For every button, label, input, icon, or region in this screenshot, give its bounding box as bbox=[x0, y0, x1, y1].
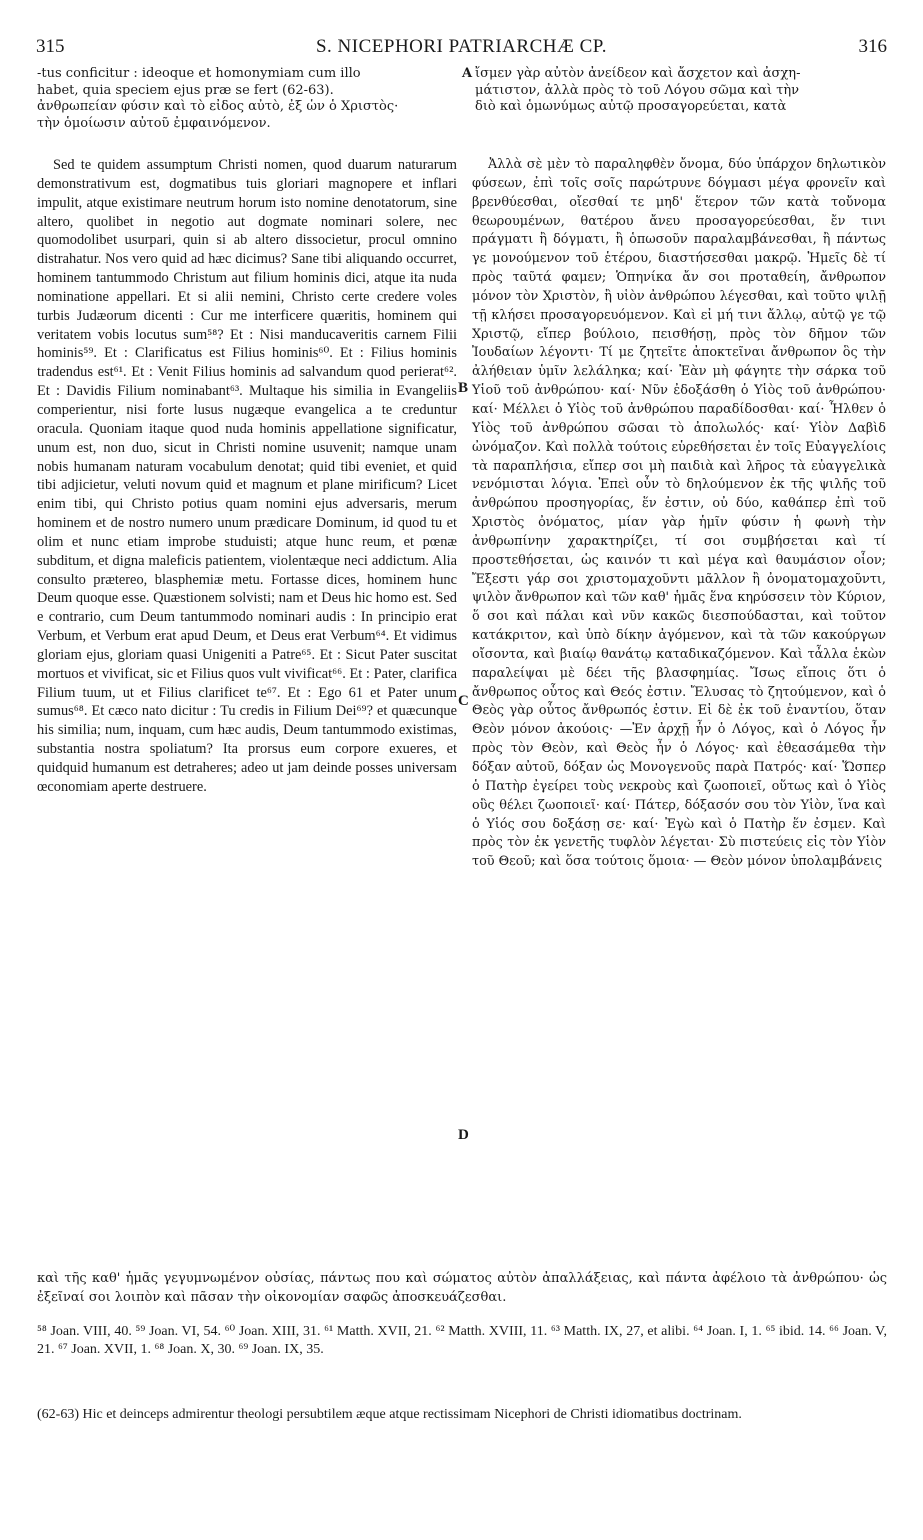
continuation-right bbox=[475, 116, 887, 133]
continuation-row bbox=[37, 116, 887, 133]
footnotes: ⁵⁸ Joan. VIII, 40. ⁵⁹ Joan. VI, 54. ⁶⁰ Joan. XIII, 31. ⁶¹ Matth. XVII, 21. ⁶² Matth. XVIII, 11. ⁶³ Matth. IX, 27, et alibi. ⁶⁴ Joan. I, 1. ⁶⁵ ibid. 14. ⁶⁶ Joan. V, 21. ⁶⁷ Joan. XVII, 1. ⁶⁸ Joan. X, 30. ⁶⁹ Joan. IX, 35. bbox=[37, 1324, 887, 1357]
page-number-right: 316 bbox=[858, 36, 887, 57]
greek-continuation: καὶ τῆς καθ' ἡμᾶς γεγυμνωμένον οὐσίας, πάντως που καὶ σώματος αὐτὸν ἀπαλλάξειας, καὶ πάντα ἀφέλοιο τὰ ἀνθρώπου· ὡς ἐξεῖναί σοι λοιπὸν καὶ πᾶσαν τὴν οἰκονομίαν σαφῶς ἀποσκευάζεσθαι. bbox=[37, 1271, 887, 1305]
latin-paragraph: Sed te quidem assumptum Christi nomen, quod duarum naturarum demonstrativum est, dogmatibus tuis gloriari magnopere et inflari impulit, atque existimare neutrum horum isto nomine denotatorum, sine altero, quolibet in negotio aut dogmate nominari solere, nec quomodolibet usurpari, quin si ab altero dissocietur, procul omnino distrahatur. Nos vero quid ad hæc dicimus? Sane tibi aliquando occurret, hominem tantummodo Christum aut filium hominis dici, atque ita nuda nominatione appellari. Et si alii nemini, Christo certe credere voles turbis Judæorum dicenti : Cur me interficere quæritis, hominem qui veritatem vobis locutus sum⁵⁸? Et : Nisi manducaveritis carnem Filii hominis⁵⁹. Et : Clarificatus est Filius hominis⁶⁰. Et : Filius hominis tradendus est⁶¹. Et : Venit Filius hominis ad salvandum quod perierat⁶². Et : Davidis Filium nominabant⁶³. Multaque his similia in Evangeliis comperientur, nisi forte lusus nugæque evangelica a te creduntur oracula. Quoniam itaque quod nuda hominis appellatione significatur, unum est, non duo, sicut in Christi nomine usuvenit; namque unam nobis humanam naturam vocabulum denotat; quid tibi eveniet, et quid tibi adjicietur, veluti novum quid et magnum et plane mirificum? Licet enim tibi, qui Christo potius quam nomini ejus adversaris, merum hominem et de nostro numero unum prædicare Dominum, id quod tu et olim et nunc etiam improbe studuisti; atque hunc reum, et pœnæ subditum, et digna maleficis patientem, violentæque neci addictum. Alia consulto prætereo, blasphemiæ metu. Fortasse dices, hominem hunc Deum quoque esse. Quæstionem solvisti; nam et Deus hic homo est. Sed e contrario, cum Deum tantummodo nominari audis : In principio erat Verbum, et Verbum erat apud Deum, et Deus erat Verbum⁶⁴. Et vidimus gloriam ejus, gloriam quasi Unigeniti a Patre⁶⁵. Et : Sicut Pater suscitat mortuos et vivificat, sic et Filius quos vult vivificat⁶⁶. Et : Pater, clarifica Filium tuum, ut et Filius clarificet te⁶⁷. Et : Ego 61 et Pater unum sumus⁶⁸. Et cæco nato dicitur : Tu credis in Filium Dei⁶⁹? et quæcunque his similia; num, inquam, cum hæc audis, Deum tantummodo existimas, substantia nostra spoliatum? Ita prorsus eum corpore exueres, et quidquid humanum est detraheres; adeo ut jam deinde posses universam œconomiam aperte destruere. bbox=[37, 157, 457, 795]
continuation-left: τὴν ὁμοίωσιν αὐτοῦ ἐμφαινόμενον. bbox=[37, 115, 271, 131]
footnote-divider bbox=[37, 1313, 887, 1314]
section-marker bbox=[459, 83, 475, 100]
section-marker bbox=[459, 99, 475, 116]
continuation-left: -tus conficitur : ideoque et homonymiam cum illo bbox=[37, 66, 361, 81]
running-header bbox=[36, 36, 887, 66]
section-marker bbox=[459, 116, 475, 133]
section-marker-c: C bbox=[458, 693, 469, 709]
continuation-right: ἴσμεν γὰρ αὐτὸν ἀνείδεον καὶ ἄσχετον καὶ ἀσχη- bbox=[475, 66, 801, 81]
running-title: S. NICEPHORI PATRIARCHÆ CP. bbox=[315, 36, 607, 57]
continuation-row bbox=[37, 83, 887, 100]
greek-paragraph: Ἀλλὰ σὲ μὲν τὸ παραληφθὲν ὄνομα, δύο ὑπάρχον δηλωτικὸν φύσεων, ἐπὶ τοῖς σοῖς παρώτρυνε δόγμασι μέγα φρονεῖν καὶ βρενθύεσθαι, οἴεσθαί τε μηδ' ἕτερον τῶν κατὰ τοὔνομα θεωρουμένων, θατέρου ἄνευ προσαγορεύεσθαι, ἔν τινι πράγματι ἢ δόγματι, ἢ ὁπωσοῦν παραλαμβάνεσθαι, ἢ πάντως γε μονούμενον τοῦ ἑτέρου, διαστήσεσθαι μακρῷ. Ἡμεῖς δὲ τί πρὸς ταῦτά φαμεν; Ὁπηνίκα ἄν σοι προταθείη, ἄνθρωπον μόνον τὸν Χριστὸν, ἢ υἱὸν ἀνθρώπου λέγεσθαι, καὶ τοῦτο ψιλῇ τῇ κλήσει προσαγορευόμενον. Καὶ εἰ μή τινι ἄλλῳ, αὐτῷ γε τῷ Χριστῷ, εἴπερ βούλοιο, πεισθήσῃ, πρὸς τὸν δῆμον τῶν Ἰουδαίων λέγοντι· Τί με ζητεῖτε ἀποκτεῖναι ἄνθρωπον ὃς τὴν ἀλήθειαν ὑμῖν λελάληκα; καί· Ἐὰν μὴ φάγητε τὴν σάρκα τοῦ Υἱοῦ τοῦ ἀνθρώπου· καί· Νῦν ἐδοξάσθη ὁ Υἱὸς τοῦ ἀνθρώπου· καί· Μέλλει ὁ Υἱὸς τοῦ ἀνθρώπου παραδίδοσθαι· καί· Ἦλθεν ὁ Υἱὸς τοῦ ἀνθρώπου σῶσαι τὸ ἀπολωλός· καί· Υἱὸν Δαβὶδ ὠνόμαζον. Καὶ πολλὰ τούτοις εὑρεθήσεται ἐν τοῖς Εὐαγγελίοις τὰ παραπλήσια, εἴπερ σοι μὴ παιδιὰ καὶ λῆρος τὰ εὐαγγελικὰ νενόμισται λόγια. Ἐπεὶ οὖν τὸ δηλούμενον ἐκ τῆς ψιλῆς τοῦ ἀνθρώπου προσηγορίας, ἕν ἐστιν, οὐ δύο, καθάπερ ἐπὶ τοῦ Χριστὸς ὀνόματος, μίαν γὰρ ἡμῖν φύσιν ἡ φωνὴ τὴν ἀνθρωπίνην χαρακτηρίζει, τί σοι συμβήσεται καὶ τί προστεθήσεται, ὡς καινόν τι καὶ μέγα καὶ θαυμάσιον οἷον; Ἔξεστι γάρ σοι χριστομαχοῦντι μᾶλλον ἢ ὀνοματομαχοῦντι, ψιλὸν ἄνθρωπον καὶ τῶν καθ' ἡμᾶς ἕνα κηρύσσειν τὸν Κύριον, ὅ σοι καὶ πάλαι καὶ νῦν κακῶς διεσπούδασται, καὶ τοῦτον κατάκριτον, καὶ ὑπὸ δίκην ἀγόμενον, καὶ τὰ τῶν κακούργων οἴσοντα, καὶ βιαίῳ θανάτῳ καταδικαζόμενον. Καὶ τἆλλα ἑκὼν παραλείψαι μὲ δέει τῆς βλασφημίας. Ἴσως εἴποις ὅτι ὁ ἄνθρωπος οὗτος καὶ Θεός ἐστιν. Ἔλυσας τὸ ζητούμενον, καὶ ὁ Θεὸς γὰρ οὗτος ἄνθρωπός ἐστιν. Εἰ δὲ ἐκ τοῦ ἐναντίου, ὅταν Θεὸν μόνον ἀκούοις· —Ἐν ἀρχῇ ἦν ὁ Λόγος, καὶ ὁ Λόγος ἦν πρὸς τὸν Θεὸν, καὶ Θεὸς ἦν ὁ Λόγος· καὶ ἐθεασάμεθα τὴν δόξαν αὐτοῦ, δόξαν ὡς Μονογενοῦς παρὰ Πατρός· καί· Ὥσπερ ὁ Πατὴρ ἐγείρει τοὺς νεκροὺς καὶ ζωοποιεῖ, οὕτως καὶ ὁ Υἱὸς οὓς θέλει ζωοποιεῖ· καί· Πάτερ, δόξασόν σου τὸν Υἱὸν, ἵνα καὶ ὁ Υἱός σου δοξάσῃ σε· καί· Ἐγὼ καὶ ὁ Πατὴρ ἕν ἐσμεν. Καὶ πρὸς τὸν ἐκ γενετῆς τυφλὸν λέγεται· Σὺ πιστεύεις εἰς τὸν Υἱὸν τοῦ Θεοῦ; καὶ ὅσα τούτοις ὅμοια· — Θεὸν μόνον ὑπολαμβάνεις bbox=[472, 157, 886, 870]
continuation-right: μάτιστον, ἀλλὰ πρὸς τὸ τοῦ Λόγου σῶμα καὶ τὴν bbox=[475, 82, 800, 98]
section-marker-a: A bbox=[461, 66, 473, 81]
continuation-block bbox=[37, 66, 887, 132]
continuation-row bbox=[37, 99, 887, 116]
continuation-right: διὸ καὶ ὁμωνύμως αὐτῷ προσαγορεύεται, κατὰ bbox=[475, 99, 787, 114]
editor-note: (62-63) Hic et deinceps admirentur theologi persubtilem æque atque rectissimam Nicephori de Christi idiomatibus doctrinam. bbox=[37, 1407, 742, 1422]
continuation-left: habet, quia speciem ejus præ se fert (62-63). bbox=[37, 82, 334, 98]
greek-column bbox=[472, 156, 886, 872]
continuation-row bbox=[37, 66, 887, 83]
continuation-left: ἀνθρωπείαν φύσιν καὶ τὸ εἶδος αὐτὸ, ἐξ ὧν ὁ Χριστὸς· bbox=[37, 99, 399, 114]
latin-column bbox=[37, 156, 457, 797]
section-marker-b: B bbox=[458, 380, 469, 396]
section-marker-d: D bbox=[458, 1127, 469, 1143]
page-number-left: 315 bbox=[36, 36, 65, 57]
